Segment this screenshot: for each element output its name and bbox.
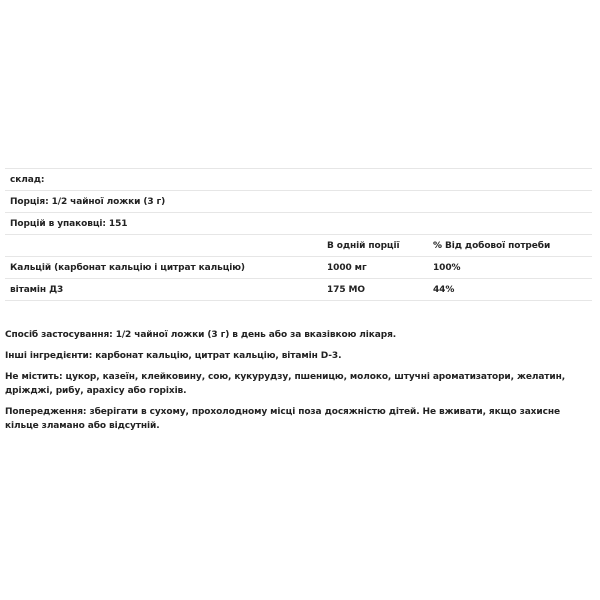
table-row <box>5 279 592 301</box>
nutrient-amount: 1000 мг <box>327 262 367 273</box>
nutrient-daily-value: 44% <box>433 284 455 295</box>
serving-size-row <box>5 191 592 213</box>
table-row <box>5 257 592 279</box>
other-ingredients: Інші інгредієнти: карбонат кальцію, цитрат кальцію, вітамін D-3. <box>5 351 342 361</box>
nutrient-name: Кальцій (карбонат кальцію і цитрат кальцію) <box>10 262 245 273</box>
does-not-contain: Не містить: цукор, казеїн, клейковину, сою, кукурудзу, пшеницю, молоко, штучні ароматизатори, желатин, дріжджі, рибу, арахісу або горіхів. <box>5 372 566 396</box>
nutrient-daily-value: 100% <box>433 262 461 273</box>
serving-size-label: Порція: 1/2 чайної ложки (3 г) <box>10 196 166 207</box>
header-per-serving: В одній порції <box>327 240 400 251</box>
table-header-row <box>5 235 592 257</box>
header-daily-value: % Від добової потреби <box>433 240 551 251</box>
nutrient-name: вітамін Д3 <box>10 284 64 295</box>
supplement-facts-table <box>5 168 592 301</box>
usage-instructions: Спосіб застосування: 1/2 чайної ложки (3 г) в день або за вказівкою лікаря. <box>5 330 397 340</box>
composition-row <box>5 169 592 191</box>
nutrient-amount: 175 МО <box>327 284 365 295</box>
product-notes <box>5 328 595 440</box>
composition-label: склад: <box>10 174 45 185</box>
servings-per-container-row <box>5 213 592 235</box>
servings-per-container-label: Порцій в упаковці: 151 <box>10 218 128 229</box>
warning: Попередження: зберігати в сухому, прохолодному місці поза досяжністю дітей. Не вживати, якщо захисне кільце зламано або відсутній. <box>5 407 560 431</box>
